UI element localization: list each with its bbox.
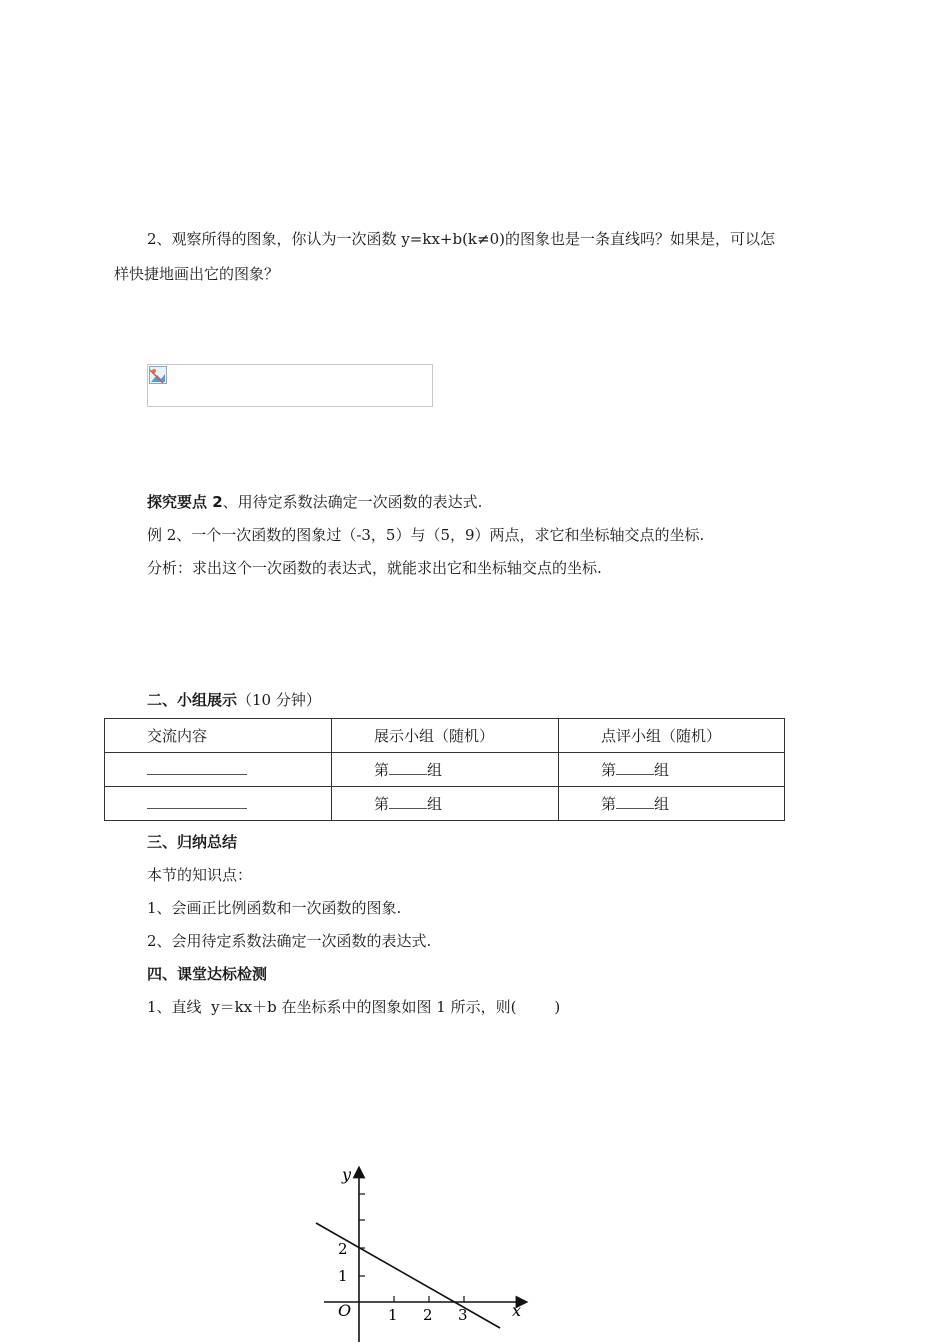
- question-2-line1: 2、观察所得的图象，你认为一次函数 y=kx+b(k≠0)的图象也是一条直线吗？如果是，可以怎: [147, 230, 775, 248]
- review-group-cell: 第 组: [559, 753, 785, 787]
- y-tick-label: 2: [338, 1240, 348, 1258]
- knowledge-point: 2、会用待定系数法确定一次函数的表达式.: [147, 932, 432, 950]
- table-header-row: [105, 719, 785, 753]
- explore-heading: 探究要点 2: [147, 493, 223, 511]
- table-row: [105, 787, 785, 821]
- blank-line: [616, 760, 654, 775]
- analysis-text: 分析：求出这个一次函数的表达式，就能求出它和坐标轴交点的坐标.: [147, 559, 602, 577]
- explore-heading-rest: 、用待定系数法确定一次函数的表达式.: [222, 493, 483, 511]
- blank-line: [147, 760, 247, 775]
- section-3-intro: 本节的知识点：: [147, 866, 253, 884]
- group-display-table: [104, 718, 785, 821]
- y-axis-label: y: [342, 1165, 352, 1184]
- table-header-cell: 交流内容: [105, 719, 332, 753]
- blank-line: [616, 794, 654, 809]
- blank-line: [147, 794, 247, 809]
- section-2-heading: [147, 689, 321, 710]
- origin-label: O: [338, 1301, 352, 1320]
- broken-image-icon: [149, 366, 167, 384]
- x-tick-label: 2: [423, 1306, 433, 1324]
- section-4-title: 四、课堂达标检测: [147, 965, 268, 983]
- image-placeholder: [147, 364, 433, 407]
- blank-line: [389, 760, 427, 775]
- blank-line: [389, 794, 427, 809]
- display-group-cell: 第 组: [332, 787, 559, 821]
- content-blank-cell: [105, 787, 332, 821]
- display-group-cell: 第 组: [332, 753, 559, 787]
- knowledge-point: 1、会画正比例函数和一次函数的图象.: [147, 899, 402, 917]
- y-ticks: [359, 1194, 365, 1276]
- x-axis-label: x: [512, 1301, 522, 1320]
- table-header-cell: 点评小组（随机）: [559, 719, 785, 753]
- table-header-cell: 展示小组（随机）: [332, 719, 559, 753]
- section-2-title: 二、小组展示: [147, 691, 238, 709]
- table-row: [105, 753, 785, 787]
- figure-1-graph: [300, 1160, 540, 1344]
- explore-heading-line: [147, 491, 482, 512]
- question-2-line2: 样快捷地画出它的图象？: [114, 265, 280, 283]
- section-3-title: 三、归纳总结: [147, 833, 238, 851]
- question-1: 1、直线 y＝kx＋b 在坐标系中的图象如图 1 所示，则( ): [147, 998, 561, 1016]
- example-2: 例 2、一个一次函数的图象过（-3，5）与（5，9）两点，求它和坐标轴交点的坐标.: [147, 526, 705, 544]
- section-2-time: （10 分钟）: [237, 691, 321, 709]
- x-tick-label: 1: [388, 1306, 398, 1324]
- x-tick-label: 3: [458, 1306, 468, 1324]
- review-group-cell: 第 组: [559, 787, 785, 821]
- content-blank-cell: [105, 753, 332, 787]
- y-tick-label: 1: [338, 1267, 348, 1285]
